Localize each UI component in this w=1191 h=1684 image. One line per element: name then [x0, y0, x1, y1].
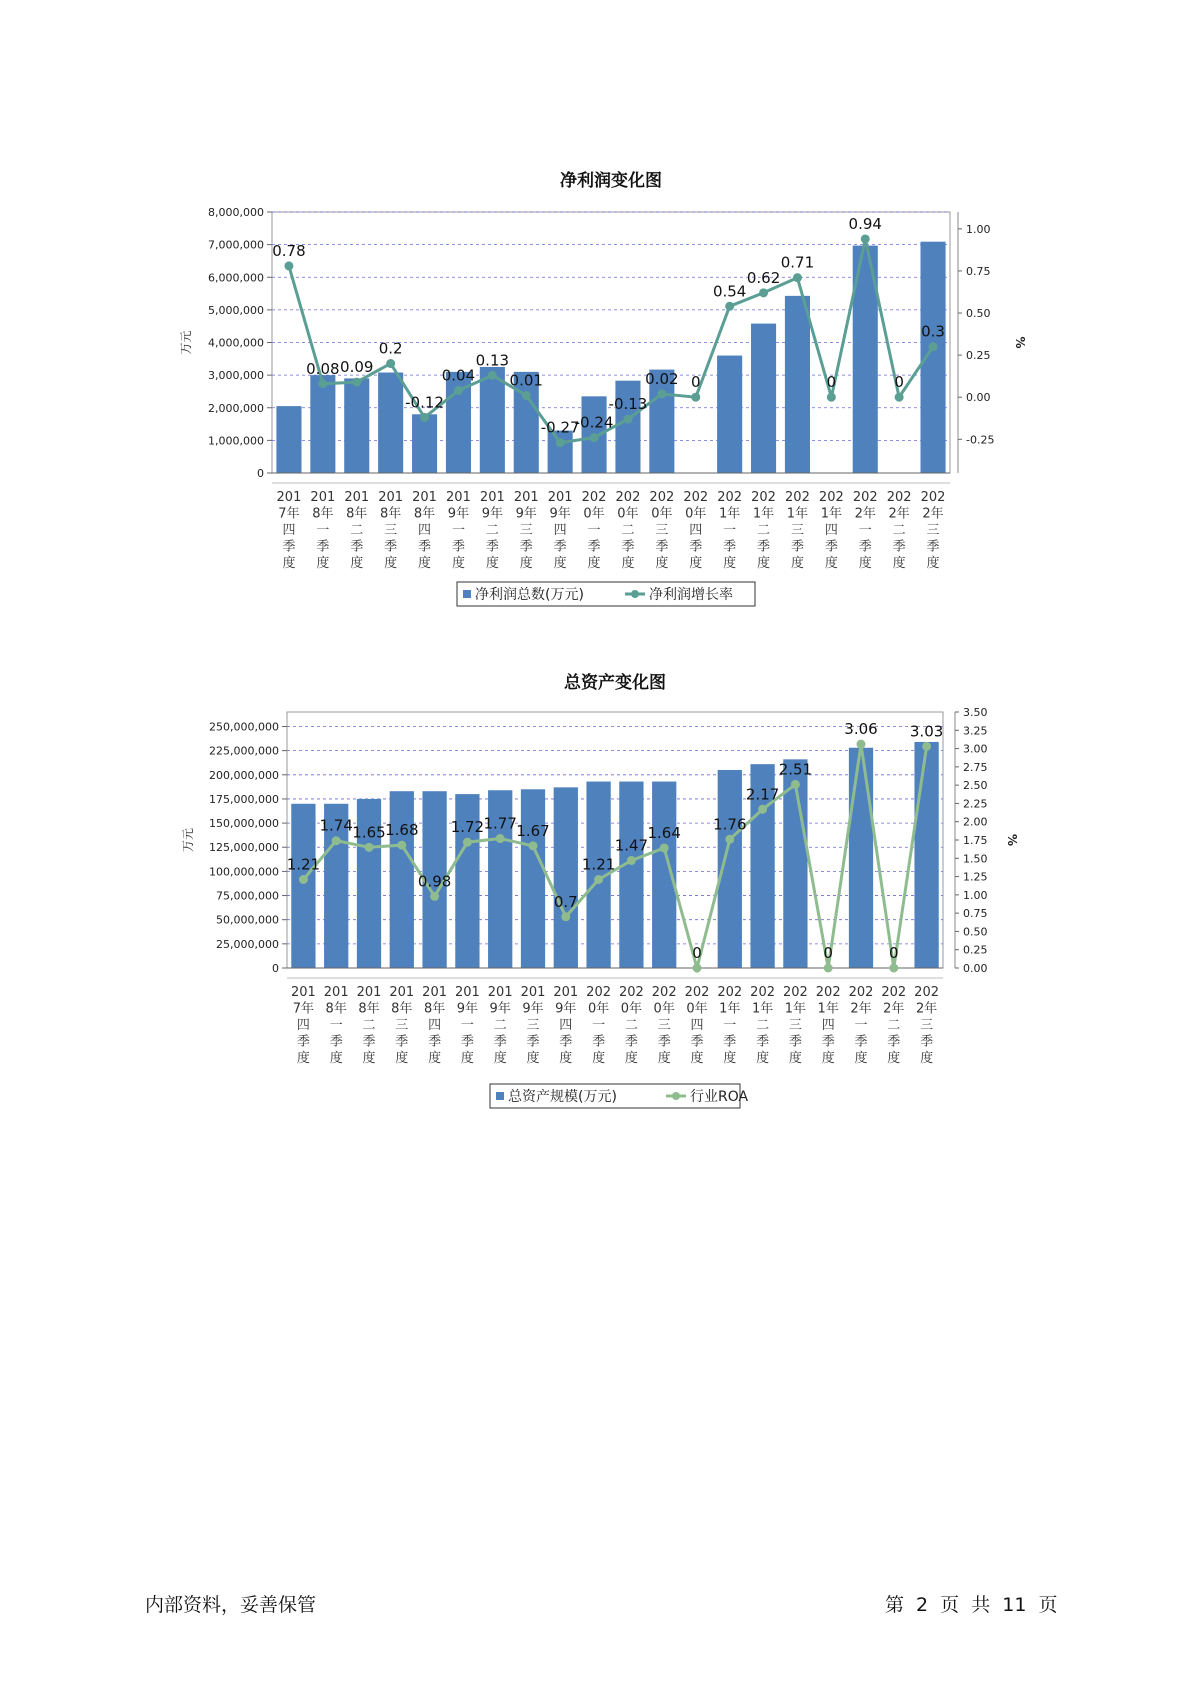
- c2-y-axis-title: 万元: [181, 827, 195, 853]
- c2-line-point-19: [922, 742, 931, 751]
- c2-line-point-17: [857, 740, 866, 749]
- c1-x-tick-label: 201 8年二季度: [344, 490, 370, 571]
- c2-x-tick-label: 202 0年四季度: [684, 985, 710, 1066]
- c1-line-point-17: [861, 234, 870, 243]
- c2-x-tick-label: 202 1年四季度: [815, 985, 841, 1066]
- c2-y-tick-label: 25,000,000: [216, 937, 279, 951]
- c2-x-tick-label: 201 8年四季度: [422, 985, 448, 1066]
- c1-y2-tick-label: -0.25: [966, 433, 995, 447]
- c2-y2-tick-label: 1.50: [963, 852, 988, 866]
- c2-y2-tick-label: 0.50: [963, 925, 988, 939]
- c1-legend-line-marker: [631, 590, 639, 598]
- c2-y2-tick-label: 1.75: [963, 834, 988, 847]
- c1-bar-4: [412, 414, 437, 473]
- c1-x-tick-label: 202 1年二季度: [751, 490, 776, 571]
- c2-data-label-8: 0.7: [553, 892, 578, 911]
- c2-x-tick-label: 202 2年三季度: [914, 985, 940, 1066]
- c1-bar-8: [548, 431, 573, 473]
- c1-data-label-5: 0.04: [441, 366, 476, 385]
- c1-y-tick-label: 4,000,000: [208, 336, 264, 350]
- c1-line-point-9: [590, 433, 599, 442]
- c1-y2-tick-label: 0.00: [966, 391, 991, 405]
- c2-line-point-2: [365, 843, 374, 852]
- c2-y2-tick-label: 0.25: [963, 943, 988, 957]
- net-profit-chart: [0, 150, 1191, 625]
- c1-legend-bar-label: 净利润总数(万元): [475, 587, 584, 603]
- c1-line-point-12: [691, 393, 700, 402]
- c2-bar-10: [619, 782, 643, 968]
- c2-line-point-18: [889, 964, 898, 973]
- c1-data-label-3: 0.2: [378, 339, 403, 358]
- c1-line-point-10: [623, 415, 632, 424]
- c2-x-tick-label: 201 7年四季度: [290, 985, 316, 1066]
- c1-line-point-1: [318, 379, 327, 388]
- c2-data-label-17: 3.06: [844, 720, 878, 739]
- c1-y-tick-label: 8,000,000: [208, 206, 264, 219]
- c2-x-tick-label: 202 1年一季度: [717, 985, 743, 1066]
- c1-data-label-13: 0.54: [712, 282, 747, 301]
- c2-y-tick-label: 75,000,000: [216, 889, 279, 903]
- c2-x-tick-label: 202 0年三季度: [651, 985, 677, 1066]
- c1-data-label-17: 0.94: [848, 214, 882, 233]
- c1-line-point-0: [284, 261, 293, 270]
- c1-data-label-9: -0.24: [574, 413, 614, 432]
- c2-bar-19: [914, 742, 938, 968]
- c2-bar-0: [291, 804, 315, 968]
- c1-x-tick-label: 202 0年三季度: [649, 490, 675, 571]
- c2-line-point-5: [463, 838, 472, 847]
- c2-x-tick-label: 202 2年一季度: [848, 985, 874, 1066]
- c2-line-point-15: [791, 780, 800, 789]
- c2-bar-3: [390, 791, 414, 968]
- c2-x-tick-label: 202 0年一季度: [586, 985, 612, 1066]
- c1-line-point-18: [895, 393, 904, 402]
- c2-y-tick-label: 175,000,000: [209, 792, 279, 806]
- c2-line-point-9: [594, 875, 603, 884]
- c2-y2-tick-label: 3.00: [963, 742, 988, 756]
- c2-line-point-12: [693, 964, 702, 973]
- c2-data-label-5: 1.72: [450, 818, 485, 837]
- c2-y2-tick-label: 0.75: [963, 907, 988, 921]
- c1-legend-line-label: 净利润增长率: [649, 587, 733, 603]
- c2-data-label-16: 0: [823, 944, 833, 962]
- c1-bar-6: [480, 367, 505, 473]
- c1-data-label-18: 0: [894, 373, 904, 392]
- c2-data-label-18: 0: [889, 944, 899, 962]
- c2-line-point-10: [627, 856, 636, 865]
- c2-x-tick-label: 201 9年三季度: [520, 985, 546, 1066]
- c2-line-point-8: [561, 912, 570, 921]
- c1-x-tick-label: 202 1年一季度: [717, 490, 743, 571]
- c2-x-tick-label: 201 9年一季度: [454, 985, 480, 1066]
- c1-bar-1: [310, 375, 335, 473]
- c2-legend-bar-swatch: [496, 1092, 504, 1100]
- c2-data-label-15: 2.51: [778, 760, 813, 779]
- c2-y2-axis-title: %: [1005, 833, 1019, 847]
- c1-line-point-15: [793, 273, 802, 282]
- c2-data-label-4: 0.98: [417, 872, 452, 891]
- c1-bar-0: [276, 406, 301, 473]
- c1-y-tick-label: 3,000,000: [208, 369, 264, 383]
- c2-line-point-16: [824, 964, 833, 973]
- c2-x-tick-label: 202 1年三季度: [782, 985, 808, 1066]
- c1-bar-2: [344, 378, 369, 473]
- c1-y2-axis-title: %: [1013, 336, 1027, 349]
- c2-x-tick-label: 202 0年二季度: [618, 985, 644, 1066]
- c2-x-tick-label: 201 9年二季度: [487, 985, 513, 1066]
- c2-x-tick-label: 201 8年一季度: [323, 985, 349, 1066]
- c2-y-tick-label: 200,000,000: [209, 768, 279, 782]
- c1-data-label-15: 0.71: [780, 253, 815, 272]
- c1-x-tick-label: 201 8年一季度: [310, 490, 336, 571]
- c2-line-point-13: [725, 835, 734, 844]
- c1-y-axis-title: 万元: [179, 330, 193, 355]
- c2-y2-tick-label: 1.25: [963, 870, 988, 884]
- c1-data-label-2: 0.09: [340, 358, 374, 377]
- c1-y2-tick-label: 0.75: [966, 264, 991, 278]
- c2-y2-tick-label: 3.50: [963, 706, 988, 719]
- c2-line-point-4: [430, 892, 439, 901]
- c2-y-tick-label: 0: [272, 962, 279, 975]
- c2-data-label-2: 1.65: [352, 823, 386, 842]
- c2-data-label-12: 0: [692, 944, 702, 962]
- c1-y-tick-label: 0: [257, 467, 264, 480]
- c1-data-label-0: 0.78: [272, 241, 306, 260]
- c2-x-tick-label: 202 1年二季度: [750, 985, 776, 1066]
- c1-data-label-8: -0.27: [540, 418, 580, 437]
- c2-bar-8: [554, 787, 578, 968]
- c1-y2-tick-label: 0.25: [966, 349, 991, 363]
- c1-data-label-11: 0.02: [645, 369, 679, 388]
- c2-data-label-14: 2.17: [745, 785, 780, 804]
- c1-line-point-13: [725, 302, 734, 311]
- c2-x-tick-label: 201 8年三季度: [389, 985, 415, 1066]
- c2-y2-tick-label: 2.00: [963, 815, 988, 829]
- c1-data-label-14: 0.62: [746, 268, 781, 287]
- c1-x-tick-label: 202 1年三季度: [785, 490, 810, 571]
- c2-line-point-0: [299, 875, 308, 884]
- c2-y-tick-label: 150,000,000: [209, 817, 279, 831]
- c1-x-tick-label: 202 0年二季度: [615, 490, 641, 571]
- c1-y-tick-label: 2,000,000: [208, 401, 264, 415]
- c1-x-tick-label: 202 2年三季度: [920, 490, 946, 571]
- c1-data-label-7: 0.01: [509, 371, 543, 390]
- c1-x-tick-label: 201 9年一季度: [446, 490, 471, 571]
- c2-data-label-0: 1.21: [286, 855, 321, 874]
- c1-y2-tick-label: 1.00: [966, 222, 991, 236]
- page-number: 第 2 页 共 11 页: [885, 1594, 1058, 1616]
- c1-line-point-14: [759, 288, 768, 297]
- c1-y-tick-label: 7,000,000: [208, 238, 264, 252]
- c2-data-label-7: 1.67: [516, 821, 550, 840]
- c1-data-label-12: 0: [690, 373, 701, 392]
- c1-x-tick-label: 201 7年四季度: [276, 490, 302, 571]
- c1-data-label-16: 0: [826, 373, 837, 392]
- c1-line-point-4: [420, 413, 429, 422]
- c1-x-tick-label: 202 0年四季度: [683, 490, 709, 571]
- c1-line-point-7: [522, 391, 531, 400]
- c1-x-tick-label: 201 8年四季度: [412, 490, 437, 571]
- c2-line-point-14: [758, 805, 767, 814]
- c1-line-point-3: [386, 359, 395, 368]
- c1-bar-13: [717, 356, 742, 473]
- c1-data-label-6: 0.13: [475, 351, 510, 370]
- c1-x-tick-label: 201 9年四季度: [547, 490, 573, 571]
- c2-legend-bar-label: 总资产规模(万元): [508, 1089, 617, 1105]
- c2-data-label-1: 1.74: [319, 816, 353, 835]
- c2-data-label-6: 1.77: [483, 814, 517, 833]
- c2-data-label-9: 1.21: [581, 855, 616, 874]
- c1-x-tick-label: 202 2年一季度: [852, 490, 878, 571]
- c1-legend-bar-swatch: [463, 590, 471, 598]
- c1-x-tick-label: 201 9年二季度: [479, 490, 505, 571]
- c2-bar-7: [521, 789, 545, 968]
- total-assets-chart: [0, 650, 1191, 1130]
- c1-x-tick-label: 201 9年三季度: [513, 490, 539, 571]
- c1-y-tick-label: 1,000,000: [208, 434, 264, 448]
- c2-y2-tick-label: 1.00: [963, 888, 988, 902]
- c2-y-tick-label: 225,000,000: [209, 744, 279, 758]
- c1-x-tick-label: 202 0年一季度: [581, 490, 607, 571]
- confidential-note: 内部资料，妥善保管: [145, 1594, 317, 1616]
- c2-legend-line-marker: [672, 1092, 680, 1100]
- c2-data-label-13: 1.76: [713, 815, 747, 834]
- c1-line-point-11: [657, 389, 666, 398]
- c1-line-point-19: [929, 342, 938, 351]
- c1-line-point-2: [352, 378, 361, 387]
- c1-line-point-6: [488, 371, 497, 380]
- c1-line-point-5: [454, 386, 463, 395]
- c2-data-label-3: 1.68: [385, 821, 419, 840]
- c1-x-tick-label: 201 8年三季度: [378, 490, 404, 571]
- c2-chart-title: 总资产变化图: [564, 673, 666, 693]
- c1-x-tick-label: 202 1年四季度: [818, 490, 844, 571]
- c1-line-point-16: [827, 393, 836, 402]
- c2-data-label-10: 1.47: [614, 836, 649, 855]
- c2-line-point-6: [496, 834, 505, 843]
- c1-y-tick-label: 6,000,000: [208, 271, 264, 285]
- c2-y2-tick-label: 2.75: [963, 760, 988, 774]
- c2-line-point-3: [397, 841, 406, 850]
- c2-x-tick-label: 201 9年四季度: [553, 985, 579, 1066]
- c2-y-tick-label: 50,000,000: [216, 913, 279, 927]
- c2-y2-tick-label: 3.25: [963, 724, 988, 738]
- c2-line-point-1: [332, 836, 341, 845]
- c1-chart-title: 净利润变化图: [560, 171, 662, 191]
- c2-line-point-11: [660, 844, 669, 853]
- c1-bar-14: [751, 324, 776, 473]
- c2-legend-line-label: 行业ROA: [690, 1089, 749, 1105]
- c1-data-label-4: -0.12: [405, 393, 444, 412]
- c1-data-label-1: 0.08: [306, 359, 340, 378]
- c1-data-label-19: 0.3: [921, 322, 945, 341]
- c2-data-label-19: 3.03: [909, 722, 944, 741]
- c2-line-point-7: [529, 841, 538, 850]
- c2-data-label-11: 1.64: [647, 824, 681, 843]
- c1-bar-3: [378, 373, 403, 473]
- c1-x-tick-label: 202 2年二季度: [886, 490, 912, 571]
- c1-y2-tick-label: 0.50: [966, 307, 991, 321]
- c2-y-tick-label: 100,000,000: [209, 865, 279, 879]
- c1-line-point-8: [556, 438, 565, 447]
- c2-x-tick-label: 201 8年二季度: [356, 985, 382, 1066]
- c1-bar-15: [785, 296, 810, 473]
- c2-y-tick-label: 125,000,000: [209, 841, 279, 855]
- c2-x-tick-label: 202 2年二季度: [881, 985, 907, 1066]
- c2-y-tick-label: 250,000,000: [209, 720, 279, 734]
- c2-bar-17: [849, 748, 873, 968]
- c2-y2-tick-label: 2.25: [963, 797, 988, 811]
- c2-y2-tick-label: 2.50: [963, 779, 988, 793]
- c1-data-label-10: -0.13: [608, 395, 648, 414]
- c1-y-tick-label: 5,000,000: [208, 303, 264, 317]
- c2-y2-tick-label: 0.00: [963, 962, 988, 975]
